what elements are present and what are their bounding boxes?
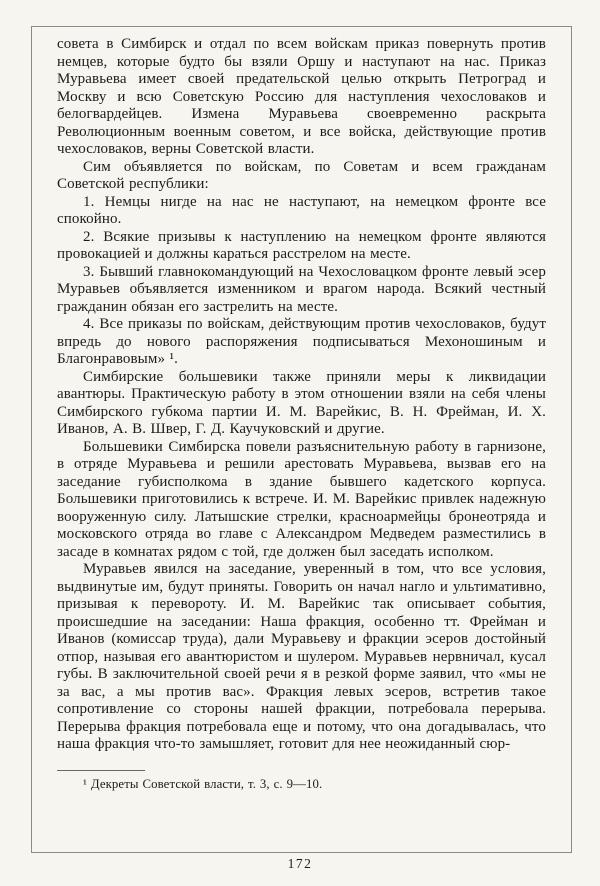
numbered-paragraph-3: 3. Бывший главнокомандующий на Чехословацком фронте левый эсер Муравьев объявляется изменником и врагом народа. Всякий честный гражданин обязан его застрелить на месте. xyxy=(57,263,546,315)
page-number: 172 xyxy=(287,856,313,871)
paragraph: Симбирские большевики также приняли меры к ликвидации авантюры. Практическую работу в этом отношении взяли на себя члены Симбирского губкома партии И. М. Варейкис, В. Н. Фрейман, И. Х. Иванов, А. В. Швер, Г. Д. Каучуковский и другие. xyxy=(57,368,546,437)
paragraph: совета в Симбирск и отдал по всем войскам приказ повернуть против немцев, которые будто бы взяли Оршу и наступают на нас. Приказ Муравьева имеет своей предательской целью открыть Петроград и Москву и всю Советскую Россию для наступления чехословаков и белогвардейцев. Измена Муравьева своевременно раскрыта Революционным военным советом, и все войска, действующие против чехословаков, верны Советской власти. xyxy=(57,36,546,157)
paragraph: Большевики Симбирска повели разъяснительную работу в гарнизоне, в отряде Муравьева и решили арестовать Муравьева, вызвав его на заседание губисполкома в здание бывшего кадетского корпуса. Большевики приготовились к встрече. И. М. Варейкис привлек надежную вооруженную силу. Латышские стрелки, красноармейцы бронеотряда и московского отряда во главе с Александром Медведем разместились в засаде в комнатах рядом с той, где должен был заседать исполком. xyxy=(57,438,546,560)
numbered-paragraph-4: 4. Все приказы по войскам, действующим против чехословаков, будут впредь до нового распоряжения подписываться Мехоношиным и Благонравовым» ¹. xyxy=(57,316,546,367)
paragraph: Сим объявляется по войскам, по Советам и всем гражданам Советской республики: xyxy=(57,158,546,192)
text-body xyxy=(57,36,546,792)
footnote: ¹ Декреты Советской власти, т. 3, с. 9—10. xyxy=(83,776,323,791)
paragraph: Муравьев явился на заседание, уверенный в том, что все условия, выдвинутые им, будут приняты. Говорить он начал нагло и ультимативно, призывая к перевороту. И. М. Варейкис так описывает события, происшедшие на заседании: Наша фракция, особенно тт. Фрейман и Иванов (комиссар труда), дали Муравьеву и фракции эсеров достойный отпор, называя его авантюристом и шулером. Муравьев нервничал, кусал губы. В заключительной своей речи я в резкой форме заявил, что «мы не за вас, а мы против вас». Фракция левых эсеров, встретив такое сопротивление со стороны нашей фракции, потребовала перерыва. Перерыва фракция потребовала еще и потому, что она догадывалась, что наша фракция что-то замышляет, готовит для нее неожиданный сюр- xyxy=(57,561,546,752)
numbered-paragraph-1: 1. Немцы нигде на нас не наступают, на немецком фронте все спокойно. xyxy=(57,193,546,227)
footnote-separator xyxy=(57,770,145,771)
numbered-paragraph-2: 2. Всякие призывы к наступлению на немецком фронте являются провокацией и должны караться расстрелом на месте. xyxy=(57,228,546,262)
